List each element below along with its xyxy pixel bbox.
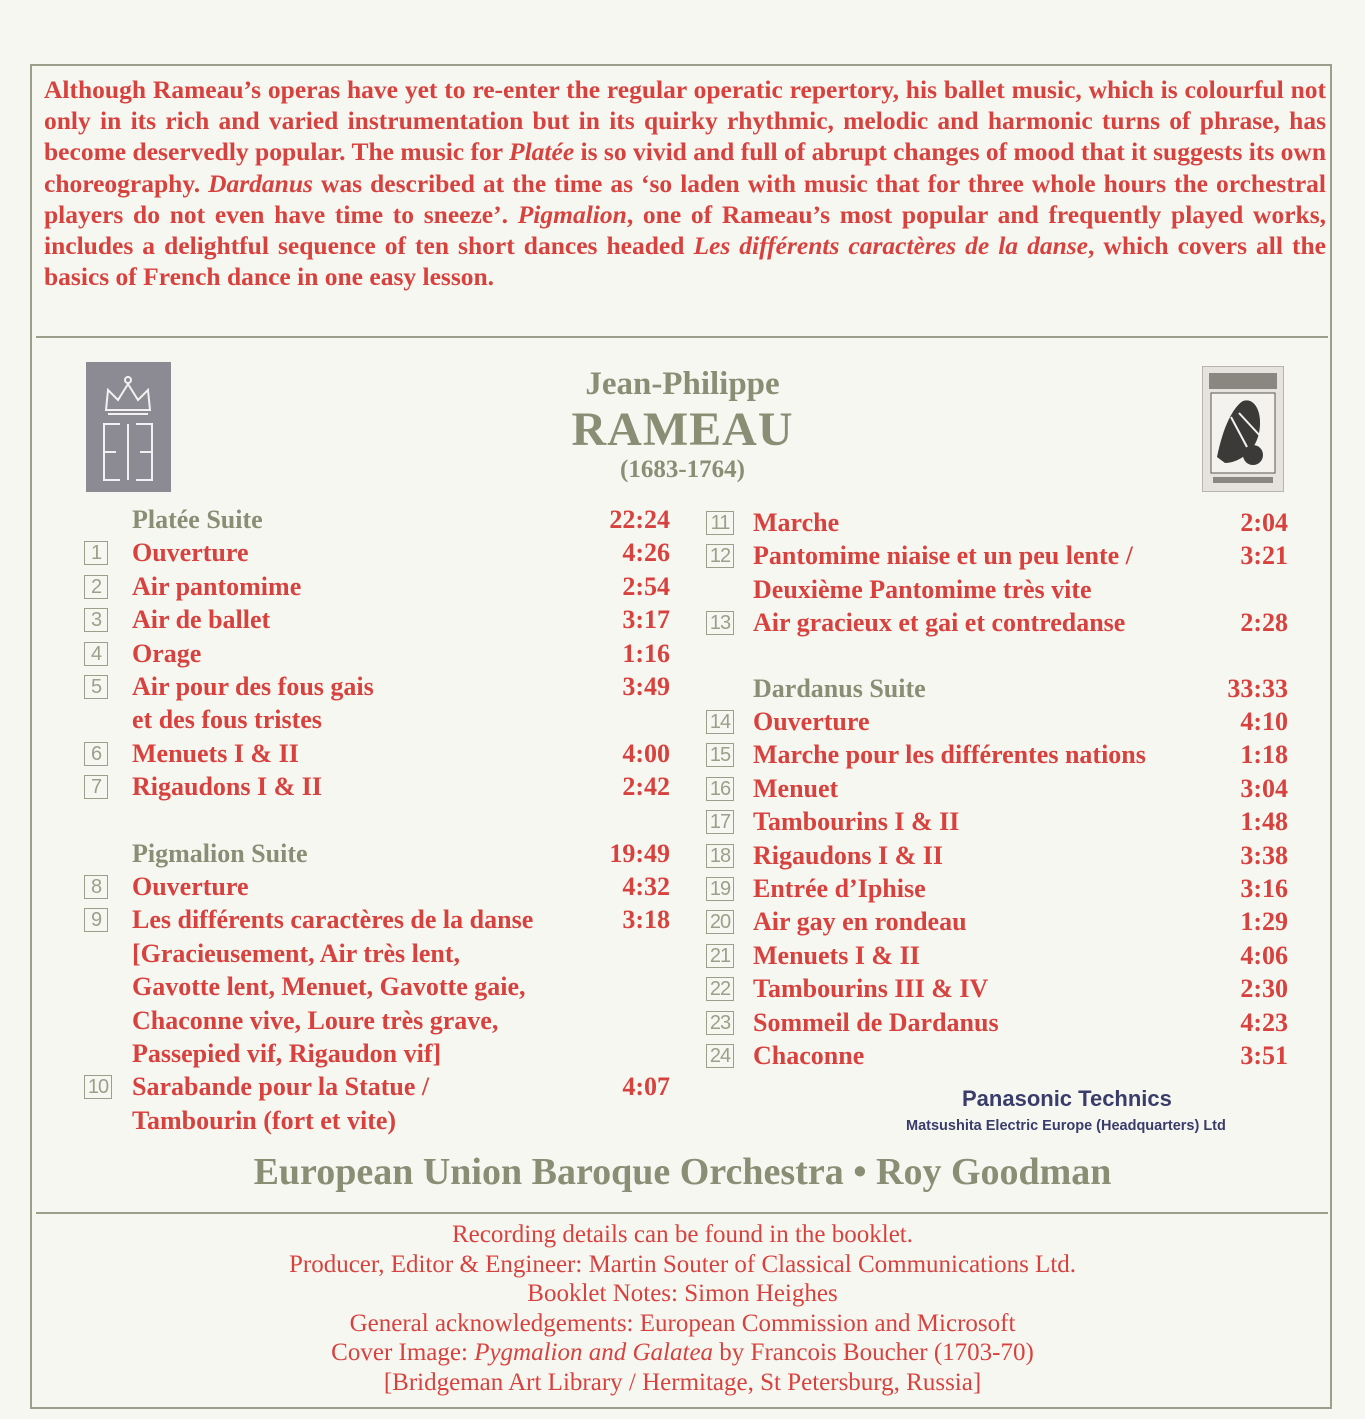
track-title: Entrée d’Iphise bbox=[753, 874, 926, 903]
credit-line-acknowledgements: General acknowledgements: European Commission and Microsoft bbox=[349, 1309, 1016, 1337]
track-title: Tambourin (fort et vite) bbox=[132, 1105, 397, 1135]
track-row bbox=[84, 904, 670, 936]
track-duration: 1:48 bbox=[1240, 807, 1288, 837]
track-row bbox=[706, 507, 1288, 539]
track-row bbox=[706, 706, 1288, 738]
suite-title: Dardanus Suite bbox=[753, 673, 926, 703]
track-row bbox=[84, 1071, 670, 1103]
track-row bbox=[84, 571, 670, 603]
track-duration: 2:04 bbox=[1240, 508, 1288, 537]
track-duration: 4:32 bbox=[622, 872, 670, 901]
track-duration: 3:18 bbox=[622, 905, 670, 935]
track-number: 5 bbox=[84, 675, 108, 699]
track-row bbox=[706, 540, 1288, 572]
track-duration: 4:06 bbox=[1240, 940, 1288, 970]
track-continuation bbox=[84, 1105, 670, 1137]
track-title: Air gay en rondeau bbox=[753, 907, 967, 937]
track-number: 11 bbox=[706, 511, 734, 535]
track-row bbox=[706, 906, 1288, 938]
track-title: Ouverture bbox=[132, 872, 249, 901]
track-title: Air pantomime bbox=[132, 571, 302, 601]
credit-line-cover: Cover Image: Pygmalion and Galatea by Francois Boucher (1703-70) bbox=[331, 1339, 1034, 1366]
divider-top bbox=[36, 336, 1328, 338]
track-duration: 2:28 bbox=[1240, 608, 1288, 638]
track-number: 18 bbox=[706, 844, 734, 868]
track-number: 9 bbox=[84, 908, 108, 932]
credits-block bbox=[0, 1220, 1365, 1397]
track-number: 19 bbox=[706, 877, 734, 901]
track-row bbox=[84, 738, 670, 770]
track-number: 14 bbox=[706, 710, 734, 734]
track-number: 7 bbox=[84, 775, 108, 799]
divider-bottom bbox=[36, 1212, 1328, 1214]
track-duration: 2:54 bbox=[622, 571, 670, 601]
track-title: Marche bbox=[753, 508, 840, 537]
track-title: Gavotte lent, Menuet, Gavotte gaie, bbox=[132, 972, 526, 1002]
track-number: 4 bbox=[84, 642, 108, 666]
track-title: Ouverture bbox=[753, 707, 870, 736]
track-title: Deuxième Pantomime très vite bbox=[753, 574, 1092, 604]
track-number: 13 bbox=[706, 611, 734, 635]
track-title: Tambourins I & II bbox=[753, 807, 960, 837]
suite-header bbox=[84, 504, 670, 536]
track-continuation bbox=[84, 938, 670, 970]
track-row bbox=[706, 1040, 1288, 1072]
suite-duration: 22:24 bbox=[609, 505, 670, 534]
track-continuation bbox=[84, 1005, 670, 1037]
track-title: Menuet bbox=[753, 773, 839, 803]
track-duration: 3:49 bbox=[622, 672, 670, 701]
track-row bbox=[706, 773, 1288, 805]
track-row bbox=[84, 604, 670, 636]
track-row bbox=[84, 638, 670, 670]
track-number: 12 bbox=[706, 544, 734, 568]
track-row bbox=[706, 940, 1288, 972]
track-number: 1 bbox=[84, 541, 108, 565]
track-number: 6 bbox=[84, 742, 108, 766]
track-continuation bbox=[706, 574, 1288, 606]
track-number: 16 bbox=[706, 777, 734, 801]
credit-line-library: [Bridgeman Art Library / Hermitage, St Petersburg, Russia] bbox=[383, 1368, 982, 1396]
track-duration: 3:21 bbox=[1240, 541, 1288, 571]
track-duration: 1:16 bbox=[622, 638, 670, 668]
track-row bbox=[706, 840, 1288, 872]
track-duration: 3:51 bbox=[1240, 1041, 1288, 1070]
track-row bbox=[706, 607, 1288, 639]
track-row bbox=[84, 871, 670, 903]
track-number: 2 bbox=[84, 575, 108, 599]
track-number: 3 bbox=[84, 608, 108, 632]
track-duration: 1:29 bbox=[1240, 907, 1288, 937]
track-title: Passepied vif, Rigaudon vif] bbox=[132, 1039, 442, 1068]
track-duration: 1:18 bbox=[1240, 740, 1288, 770]
track-duration: 4:10 bbox=[1240, 707, 1288, 736]
track-duration: 3:04 bbox=[1240, 773, 1288, 803]
track-title: Menuets I & II bbox=[753, 940, 920, 970]
track-title: Pantomime niaise et un peu lente / bbox=[753, 541, 1133, 571]
track-title: Sommeil de Dardanus bbox=[753, 1007, 999, 1037]
poster-logo-icon bbox=[1202, 366, 1284, 492]
track-row bbox=[84, 771, 670, 803]
track-duration: 3:38 bbox=[1240, 840, 1288, 870]
track-title: Chaconne vive, Loure très grave, bbox=[132, 1005, 499, 1035]
sponsor-company: Matsushita Electric Europe (Headquarters) Ltd bbox=[906, 1118, 1226, 1134]
track-title: Rigaudons I & II bbox=[753, 840, 944, 870]
composer-first-name: Jean-Philippe bbox=[585, 366, 780, 402]
track-continuation bbox=[84, 1038, 670, 1070]
track-duration: 2:42 bbox=[622, 772, 670, 802]
track-title: Tambourins III & IV bbox=[753, 974, 989, 1004]
suite-duration: 33:33 bbox=[1227, 673, 1288, 703]
track-number: 10 bbox=[84, 1075, 112, 1099]
track-row bbox=[84, 671, 670, 703]
track-row bbox=[706, 973, 1288, 1005]
track-row bbox=[706, 873, 1288, 905]
track-title: Air pour des fous gais bbox=[132, 672, 374, 701]
track-duration: 4:26 bbox=[622, 538, 670, 568]
credit-line-notes: Booklet Notes: Simon Heighes bbox=[527, 1280, 838, 1307]
composer-last-name: RAMEAU bbox=[571, 403, 794, 456]
track-number: 8 bbox=[84, 875, 108, 899]
track-number: 22 bbox=[706, 977, 734, 1001]
track-title: Les différents caractères de la danse bbox=[132, 905, 534, 935]
suite-title: Platée Suite bbox=[132, 505, 263, 534]
track-number: 24 bbox=[706, 1044, 734, 1068]
credit-line-recording: Recording details can be found in the booklet. bbox=[452, 1221, 913, 1248]
track-title: Sarabande pour la Statue / bbox=[132, 1072, 430, 1102]
track-title: [Gracieusement, Air très lent, bbox=[132, 938, 461, 968]
credit-line-producer: Producer, Editor & Engineer: Martin Souter of Classical Communications Ltd. bbox=[288, 1250, 1077, 1278]
track-title: Chaconne bbox=[753, 1041, 865, 1070]
track-title: Air gracieux et gai et contredanse bbox=[753, 608, 1126, 638]
track-continuation bbox=[84, 971, 670, 1003]
track-title: Orage bbox=[132, 638, 202, 668]
track-number: 20 bbox=[706, 910, 734, 934]
track-continuation bbox=[84, 704, 670, 736]
track-duration: 2:30 bbox=[1240, 974, 1288, 1004]
track-number: 21 bbox=[706, 944, 734, 968]
intro-paragraph: Although Rameau’s operas have yet to re-enter the regular operatic repertory, his ballet music, which is colourful not only in its rich and varied instrumentation but in its quirky rhythmic, melodic and harmonic turns of phrase, has become deservedly popular. The music for Platée is so vivid and full of abrupt changes of mood that it suggests its own choreography. Dardanus was described at the time as ‘so laden with music that for three whole hours the orchestral players do not even have time to sneeze’. Pigmalion, one of Rameau’s most popular and frequently played works, includes a delightful sequence of ten short dances headed Les différents caractères de la danse, which covers all the basics of French dance in one easy lesson. bbox=[44, 75, 1327, 292]
track-duration: 4:23 bbox=[1240, 1007, 1288, 1037]
suite-duration: 19:49 bbox=[609, 838, 670, 868]
track-number: 23 bbox=[706, 1011, 734, 1035]
suite-header bbox=[706, 673, 1288, 705]
track-row bbox=[706, 1007, 1288, 1039]
track-number: 17 bbox=[706, 810, 734, 834]
track-row bbox=[84, 537, 670, 569]
track-title: Ouverture bbox=[132, 538, 249, 568]
track-row bbox=[706, 739, 1288, 771]
composer-dates: (1683-1764) bbox=[620, 456, 745, 483]
track-duration: 3:16 bbox=[1240, 874, 1288, 903]
suite-header bbox=[84, 838, 670, 870]
track-duration: 4:07 bbox=[622, 1072, 670, 1102]
track-title: Menuets I & II bbox=[132, 738, 299, 768]
track-title: et des fous tristes bbox=[132, 705, 322, 735]
track-duration: 4:00 bbox=[622, 738, 670, 768]
track-duration: 3:17 bbox=[622, 605, 670, 635]
sponsor-brand: Panasonic Technics bbox=[962, 1086, 1172, 1111]
suite-title: Pigmalion Suite bbox=[132, 838, 308, 868]
track-title: Marche pour les différentes nations bbox=[753, 740, 1146, 770]
track-title: Rigaudons I & II bbox=[132, 772, 323, 802]
track-number: 15 bbox=[706, 743, 734, 767]
track-title: Air de ballet bbox=[132, 605, 271, 635]
orchestra-credit: European Union Baroque Orchestra • Roy Goodman bbox=[253, 1151, 1112, 1193]
track-row bbox=[706, 806, 1288, 838]
